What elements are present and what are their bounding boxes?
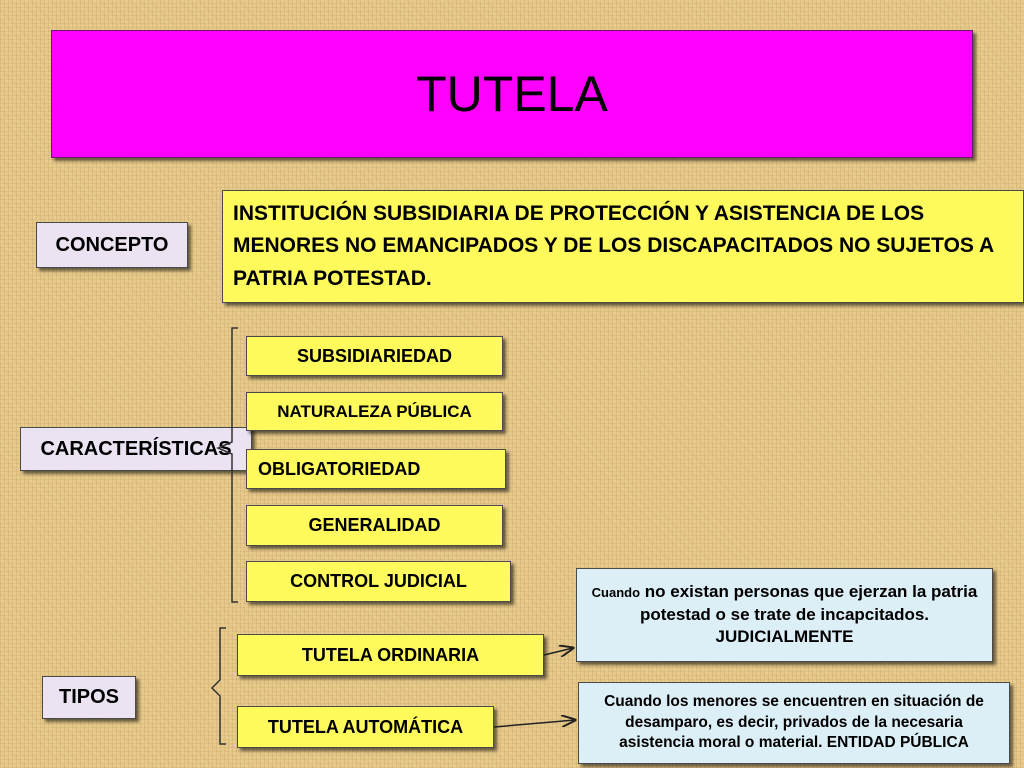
description-lead-word: Cuando xyxy=(591,584,641,600)
arrow-ordinaria xyxy=(544,648,573,655)
caracteristicas-label: CARACTERÍSTICAS xyxy=(20,427,252,471)
tipos-bracket xyxy=(212,628,226,744)
characteristic-obligatoriedad: OBLIGATORIEDAD xyxy=(246,449,506,489)
characteristic-generalidad: GENERALIDAD xyxy=(246,505,503,546)
slide-title: TUTELA xyxy=(51,30,973,158)
characteristic-naturaleza-publica: NATURALEZA PÚBLICA xyxy=(246,392,503,431)
tutela-automatica-description: Cuando los menores se encuentren en situación de desamparo, es decir, privados de la necesaria asistencia moral o material. ENTIDAD PÚBLICA xyxy=(578,682,1010,764)
characteristic-subsidiariedad: SUBSIDIARIEDAD xyxy=(246,336,503,376)
concepto-definition: INSTITUCIÓN SUBSIDIARIA DE PROTECCIÓN Y ASISTENCIA DE LOS MENORES NO EMANCIPADOS Y DE LOS DISCAPACITADOS NO SUJETOS A PATRIA POTESTAD. xyxy=(222,190,1024,303)
tipo-tutela-automatica: TUTELA AUTOMÁTICA xyxy=(237,706,494,748)
concepto-label: CONCEPTO xyxy=(36,222,188,268)
characteristic-control-judicial: CONTROL JUDICIAL xyxy=(246,561,511,602)
tipo-tutela-ordinaria: TUTELA ORDINARIA xyxy=(237,634,544,676)
arrow-automatica xyxy=(494,720,575,727)
tipos-label: TIPOS xyxy=(42,676,136,719)
caracteristicas-bracket xyxy=(218,328,238,602)
description-rest: no existan personas que ejerzan la patria potestad o se trate de incapcitados. JUDICIALMENTE xyxy=(639,581,978,647)
